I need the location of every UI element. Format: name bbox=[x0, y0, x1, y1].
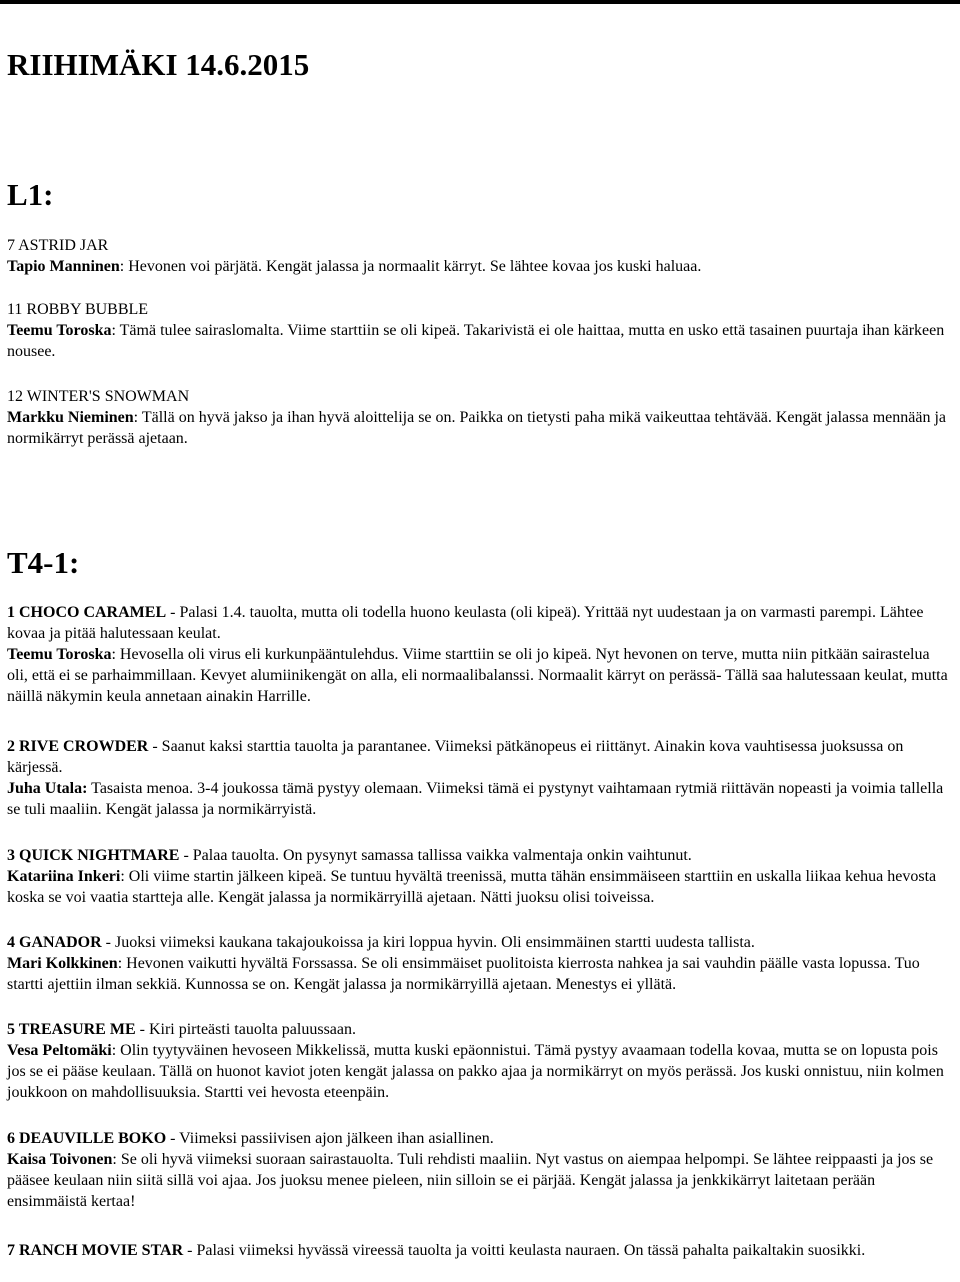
horse-note: - Palasi viimeksi hyvässä vireessä tauolta ja voitti keulasta nauraen. On tässä pahalta paikaltakin suosikki. bbox=[183, 1242, 866, 1259]
horse-name: 7 RANCH MOVIE STAR bbox=[7, 1242, 184, 1259]
comment bbox=[7, 256, 952, 277]
entry-t41-4 bbox=[7, 932, 952, 995]
comment bbox=[7, 407, 952, 449]
comment-text: : Oli viime startin jälkeen kipeä. Se tuntuu hyvältä treenissä, mutta tähän ensimmäiseen starttiin en uskalla liikaa kehua hevosta koska se voi vaatia startteja alle. Kengät jalassa ja normikärryillä ajetaan. Nätti juoksu olisi toiveissa. bbox=[7, 868, 937, 906]
horse-note: - Juoksi viimeksi kaukana takajoukoissa ja kiri loppua hyvin. Oli ensimmäinen startti uudesta tallista. bbox=[101, 934, 755, 951]
speaker-name: Teemu Toroska bbox=[7, 646, 112, 663]
horse-name: 3 QUICK NIGHTMARE bbox=[7, 847, 180, 864]
entry-t41-5 bbox=[7, 1019, 952, 1103]
horse-line bbox=[7, 932, 952, 953]
entry-t41-3 bbox=[7, 845, 952, 908]
horse-note: - Viimeksi passiivisen ajon jälkeen ihan asiallinen. bbox=[166, 1130, 494, 1147]
horse-line bbox=[7, 845, 952, 866]
comment bbox=[7, 1040, 952, 1103]
page-title: RIIHIMÄKI 14.6.2015 bbox=[7, 47, 310, 82]
comment-text: : Hevonen vaikutti hyvältä Forssassa. Se oli ensimmäiset puolitoista kierrosta nahkea ja sai vauhdin päälle vasta lopussa. Tuo startti ajettiin ilman sekkiä. Kunnossa se on. Kengät jalassa ja normikärryillä ajetaan. Menestys ei yllätä. bbox=[7, 955, 920, 993]
horse-line bbox=[7, 1240, 952, 1261]
horse-name: 4 GANADOR bbox=[7, 934, 102, 951]
horse-note: - Saanut kaksi starttia tauolta ja parantanee. Viimeksi pätkänopeus ei riittänyt. Ainakin kova vauhtisessa juoksussa on kärjessä. bbox=[7, 738, 904, 776]
entry-t41-2 bbox=[7, 736, 952, 820]
comment-text: : Tällä on hyvä jakso ja ihan hyvä aloittelija se on. Paikka on tietysti paha mikä vaikeuttaa tehtävää. Kengät jalassa mennään ja normikärryt perässä ajetaan. bbox=[7, 409, 946, 447]
entry-t41-1 bbox=[7, 602, 952, 707]
horse-line bbox=[7, 1019, 952, 1040]
top-rule bbox=[0, 0, 960, 4]
entry-t41-6 bbox=[7, 1128, 952, 1212]
speaker-name: Katariina Inkeri bbox=[7, 868, 121, 885]
comment bbox=[7, 866, 952, 908]
comment bbox=[7, 644, 952, 707]
horse-name: 5 TREASURE ME bbox=[7, 1021, 136, 1038]
speaker-name: Tapio Manninen bbox=[7, 258, 120, 275]
entry-t41-7 bbox=[7, 1240, 952, 1261]
speaker-name: Markku Nieminen bbox=[7, 409, 134, 426]
comment-text: : Tämä tulee sairaslomalta. Viime starttiin se oli kipeä. Takarivistä ei ole haittaa, mutta en usko että tasainen puurtaja ihan kärkeen nousee. bbox=[7, 322, 945, 360]
horse-name: 2 RIVE CROWDER bbox=[7, 738, 149, 755]
comment-text: Tasaista menoa. 3-4 joukossa tämä pystyy olemaan. Viimeksi tämä ei pystynyt vaihtamaan rytmiä riittävän nopeasti ja voimia tallella se tuli maaliin. Kengät jalassa ja normikärryistä. bbox=[7, 780, 944, 818]
comment bbox=[7, 953, 952, 995]
section-heading-l1: L1: bbox=[7, 177, 54, 212]
horse-name: 6 DEAUVILLE BOKO bbox=[7, 1130, 167, 1147]
entry-l1-2 bbox=[7, 299, 952, 362]
speaker-name: Kaisa Toivonen bbox=[7, 1151, 113, 1168]
speaker-name: Juha Utala: bbox=[7, 780, 88, 797]
horse-name: 12 WINTER'S SNOWMAN bbox=[7, 388, 190, 405]
comment-text: : Hevosella oli virus eli kurkunpääntulehdus. Viime starttiin se oli jo kipeä. Nyt hevonen on terve, mutta niin pitkään sairastelua oli, että ei se parhaimmillaan. Kevyet alumiinikengät on alla, eli normaalibalanssi. Normaalit kärryt on perässä- Tällä saa halutessaan keulat, mutta näillä näkymin keula annetaan ainakin Harrille. bbox=[7, 646, 948, 705]
horse-note: - Kiri pirteästi tauolta paluussaan. bbox=[135, 1021, 357, 1038]
horse-name: 7 ASTRID JAR bbox=[7, 237, 109, 254]
section-heading-t41: T4-1: bbox=[7, 545, 80, 580]
horse-name: 1 CHOCO CARAMEL bbox=[7, 604, 167, 621]
entry-l1-1 bbox=[7, 235, 952, 277]
horse-note: - Palasi 1.4. tauolta, mutta oli todella huono keulasta (oli kipeä). Yrittää nyt uudestaan ja on varmasti parempi. Lähtee kovaa ja pitää halutessaan keulat. bbox=[7, 604, 924, 642]
horse-note: - Palaa tauolta. On pysynyt samassa tallissa vaikka valmentaja onkin vaihtunut. bbox=[179, 847, 692, 864]
comment-text: : Olin tyytyväinen hevoseen Mikkelissä, mutta kuski epäonnistui. Tämä pystyy avaamaan todella kovaa, mutta se on lopusta pois jos se ei pääse keulaan. Tällä on huonot kaviot joten kengät jalassa on pakko ajaa ja normikärryt on myös perässä. Jos kuski onnistuu, niin kolmen joukkoon on mahdollisuuksia. Startti vei hevosta eteenpäin. bbox=[7, 1042, 944, 1101]
comment bbox=[7, 778, 952, 820]
speaker-name: Mari Kolkkinen bbox=[7, 955, 118, 972]
entry-l1-3 bbox=[7, 386, 952, 449]
comment bbox=[7, 320, 952, 362]
horse-line bbox=[7, 1128, 952, 1149]
horse-line bbox=[7, 602, 952, 644]
horse-line bbox=[7, 736, 952, 778]
comment bbox=[7, 1149, 952, 1212]
comment-text: : Se oli hyvä viimeksi suoraan sairastauolta. Tuli rehdisti maaliin. Nyt vastus on aiempaa helpompi. Se lähtee reippaasti ja jos se pääsee keulaan niin siitä sillä voi ajaa. Jos juoksu menee pieleen, niin silloin se ei pärjää. Kengät jalassa ja jenkkikärryt laitetaan perään ensimmäistä kertaa! bbox=[7, 1151, 934, 1210]
horse-name: 11 ROBBY BUBBLE bbox=[7, 301, 149, 318]
speaker-name: Vesa Peltomäki bbox=[7, 1042, 112, 1059]
comment-text: : Hevonen voi pärjätä. Kengät jalassa ja normaalit kärryt. Se lähtee kovaa jos kuski haluaa. bbox=[119, 258, 702, 275]
speaker-name: Teemu Toroska bbox=[7, 322, 112, 339]
